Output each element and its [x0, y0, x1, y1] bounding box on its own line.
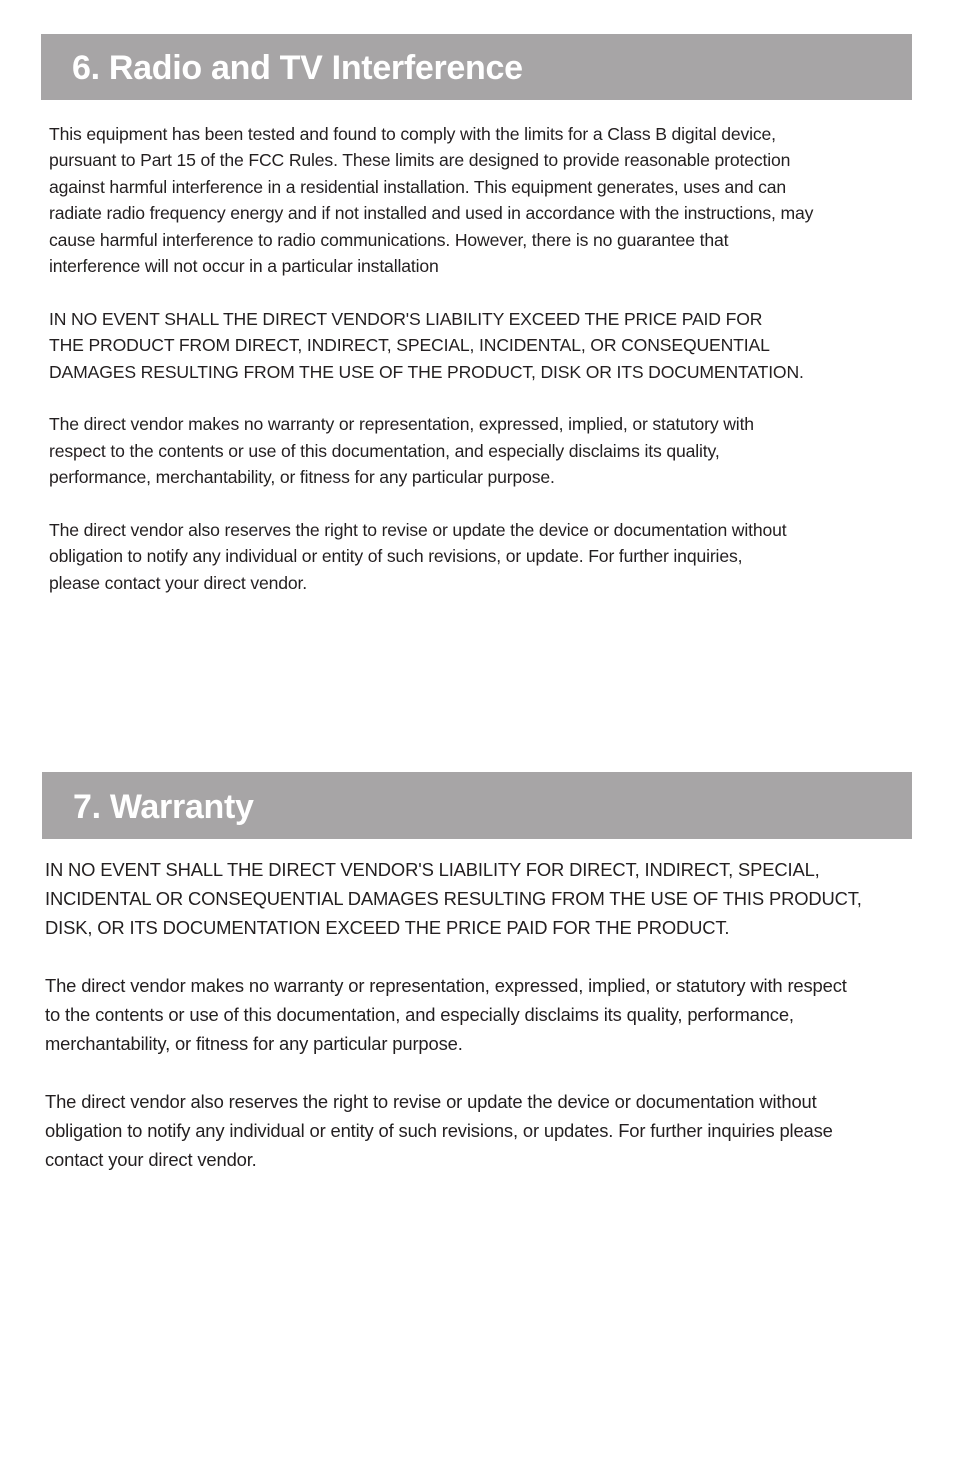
section-header-radio-tv-interference — [41, 34, 912, 100]
revision-rights-paragraph: The direct vendor also reserves the right to revise or update the device or documentation without obligation to notify any individual or entity of such revisions, or update. For further inquiries, please contact your direct vendor. — [49, 520, 787, 593]
section-header-warranty — [42, 772, 912, 839]
liability-limit-paragraph: IN NO EVENT SHALL THE DIRECT VENDOR'S LIABILITY FOR DIRECT, INDIRECT, SPECIAL, INCIDENTAL OR CONSEQUENTIAL DAMAGES RESULTING FROM THE USE OF THIS PRODUCT, DISK, OR ITS DOCUMENTATION EXCEED THE PRICE PAID FOR THE PRODUCT. — [45, 859, 862, 938]
liability-limit-paragraph: IN NO EVENT SHALL THE DIRECT VENDOR'S LIABILITY EXCEED THE PRICE PAID FOR THE PRODUCT FROM DIRECT, INDIRECT, SPECIAL, INCIDENTAL, OR CONSEQUENTIAL DAMAGES RESULTING FROM THE USE OF THE PRODUCT, DISK OR ITS DOCUMENTATION. — [49, 308, 804, 382]
section-body-warranty — [45, 855, 925, 1203]
section-body-radio-tv-interference — [49, 121, 909, 623]
no-warranty-paragraph: The direct vendor makes no warranty or representation, expressed, implied, or statutory with respect to the contents or use of this documentation, and especially disclaims its quality, performance, merchantability, or fitness for any particular purpose. — [49, 414, 754, 488]
revision-rights-paragraph: The direct vendor also reserves the right to revise or update the device or documentation without obligation to notify any individual or entity of such revisions, or updates. For further inquiries please contact your direct vendor. — [45, 1091, 833, 1170]
no-warranty-paragraph: The direct vendor makes no warranty or representation, expressed, implied, or statutory with respect to the contents or use of this documentation, and especially disclaims its quality, performance, merchantability, or fitness for any particular purpose. — [45, 975, 847, 1054]
section-title: 7. Warranty — [73, 788, 254, 826]
fcc-compliance-paragraph: This equipment has been tested and found to comply with the limits for a Class B digital device, pursuant to Part 15 of the FCC Rules. These limits are designed to provide reasonable protection against harmful interference in a residential installation. This equipment generates, uses and can radiate radio frequency energy and if not installed and used in accordance with the instructions, may cause harmful interference to radio communications. However, there is no guarantee that interference will not occur in a particular installation — [49, 124, 814, 277]
section-title: 6. Radio and TV Interference — [72, 49, 523, 87]
